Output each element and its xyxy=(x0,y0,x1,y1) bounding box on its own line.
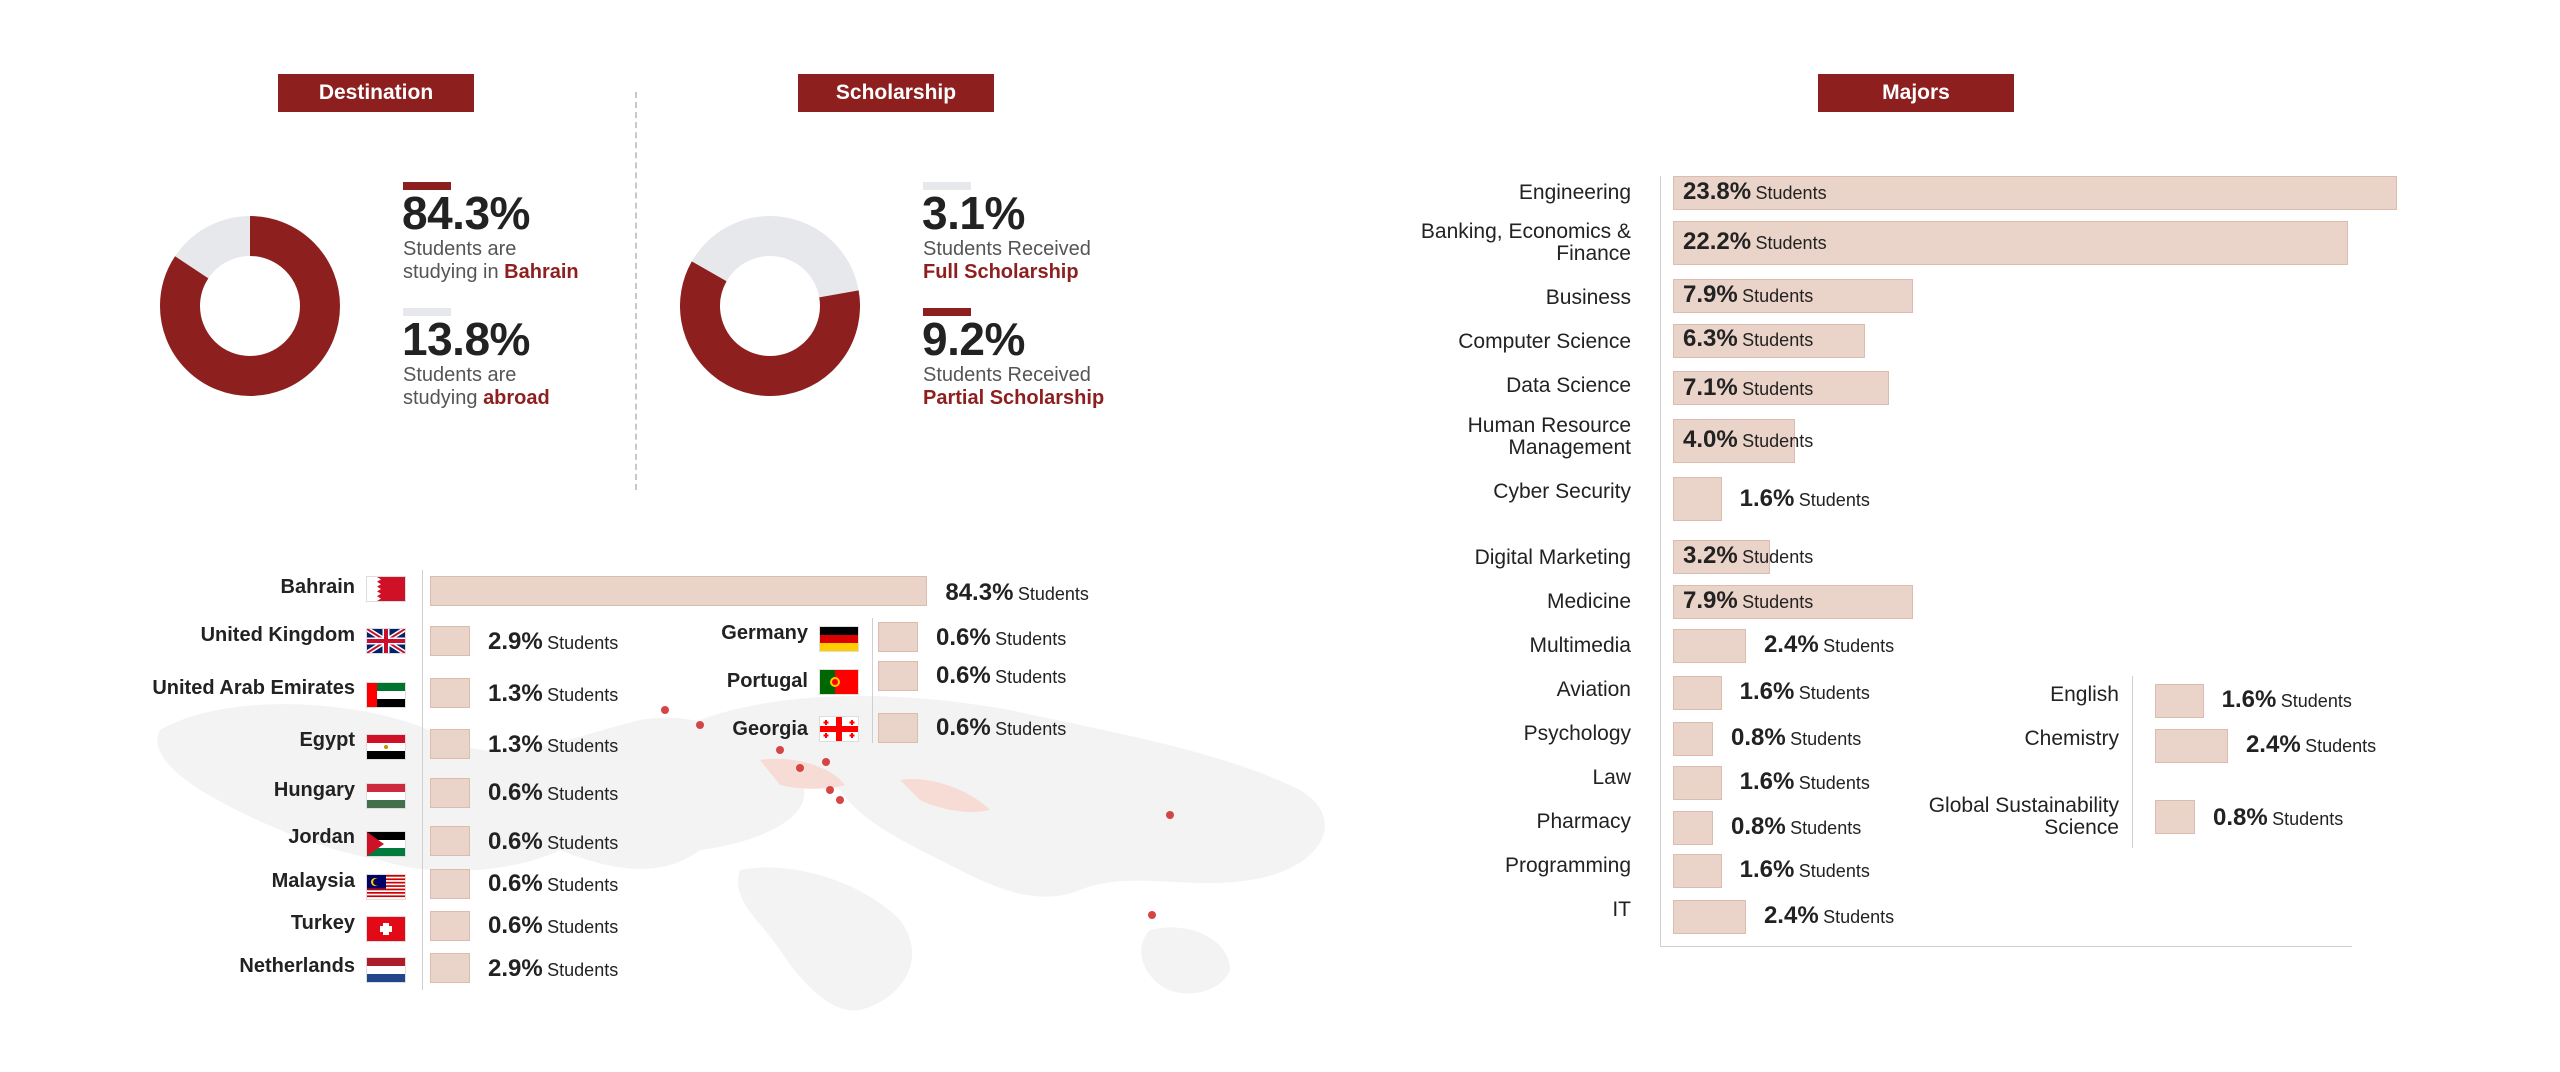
country-bar xyxy=(430,826,470,856)
country-value: 0.6% Students xyxy=(488,912,619,939)
full-scholarship-percent: 3.1% xyxy=(922,187,1025,239)
major-label: Psychology xyxy=(1523,722,1631,745)
country-value: 1.3% Students xyxy=(488,680,619,707)
major-value: 1.6% Students xyxy=(1739,485,1870,512)
major-bar xyxy=(1673,722,1713,756)
country-bar xyxy=(878,661,918,691)
country-value: 0.6% Students xyxy=(936,714,1067,741)
portugal-flag-icon xyxy=(820,670,858,694)
egypt-flag-icon xyxy=(367,735,405,759)
country-label: Egypt xyxy=(299,729,355,751)
major-label: Law xyxy=(1592,766,1631,789)
country-bar xyxy=(878,622,918,652)
major-label: Business xyxy=(1545,286,1631,309)
country-value: 0.6% Students xyxy=(936,624,1067,651)
major-label: Banking, Economics & Finance xyxy=(1420,220,1631,265)
scholarship-donut xyxy=(680,216,860,396)
major-label: Pharmacy xyxy=(1536,810,1631,833)
major-value: 2.4% Students xyxy=(2245,731,2377,758)
major-value: 0.8% Students xyxy=(1731,724,1862,751)
majors-header: Majors xyxy=(1818,74,2014,112)
country-value: 2.9% Students xyxy=(488,955,619,982)
partial-scholarship-percent: 9.2% xyxy=(922,313,1025,365)
georgia-flag-icon xyxy=(820,717,858,741)
country-label: Hungary xyxy=(273,779,355,801)
country-value: 0.6% Students xyxy=(936,662,1067,689)
major-label: Chemistry xyxy=(2024,727,2119,750)
country-label: Portugal xyxy=(726,670,808,692)
full-scholarship-description: Students Received Full Scholarship xyxy=(923,238,1091,283)
country-value: 2.9% Students xyxy=(488,628,619,655)
major-label: Cyber Security xyxy=(1493,480,1631,503)
major-value: 1.6% Students xyxy=(1739,768,1870,795)
country-label: Georgia xyxy=(732,718,808,740)
major-value: 1.6% Students xyxy=(1739,856,1870,883)
major-bar xyxy=(2155,684,2204,718)
major-bar xyxy=(1673,854,1722,888)
country-label: United Arab Emirates xyxy=(152,677,355,699)
major-label: Global Sustainability Science xyxy=(1928,794,2119,839)
major-label: English xyxy=(2050,683,2119,706)
major-label: Human Resource Management xyxy=(1467,414,1631,459)
major-value: 23.8% Students xyxy=(1683,178,1827,205)
country-bar xyxy=(430,626,470,656)
country-value: 0.6% Students xyxy=(488,828,619,855)
major-label: Digital Marketing xyxy=(1474,546,1631,569)
major-bar xyxy=(1673,477,1722,521)
section-divider xyxy=(635,92,637,490)
country-bar xyxy=(878,713,918,743)
malaysia-flag-icon xyxy=(367,875,405,899)
partial-scholarship-description: Students Received Partial Scholarship xyxy=(923,364,1105,409)
major-value: 0.8% Students xyxy=(2213,804,2344,831)
uae-flag-icon xyxy=(367,683,405,707)
turkey-flag-icon xyxy=(367,917,405,941)
major-bar xyxy=(1673,811,1713,845)
hungary-flag-icon xyxy=(367,784,405,808)
country-label: Turkey xyxy=(290,912,355,934)
major-value: 2.4% Students xyxy=(1763,631,1895,658)
major-bar xyxy=(1673,900,1746,934)
major-label: Aviation xyxy=(1556,678,1631,701)
country-label: Malaysia xyxy=(271,870,355,892)
major-bar xyxy=(2155,800,2195,834)
major-bar xyxy=(1673,676,1722,710)
germany-flag-icon xyxy=(820,627,858,651)
country-bar xyxy=(430,953,470,983)
majors-axis xyxy=(1660,176,1661,946)
major-value: 4.0% Students xyxy=(1683,426,1814,453)
majors-axis-secondary xyxy=(2132,676,2133,848)
country-label: Jordan xyxy=(288,826,355,848)
country-label: Bahrain xyxy=(280,576,355,598)
destination-donut xyxy=(160,216,340,396)
country-axis-right xyxy=(872,618,873,743)
major-value: 2.4% Students xyxy=(1763,902,1895,929)
major-label: Medicine xyxy=(1546,590,1631,613)
major-label: Programming xyxy=(1504,854,1631,877)
major-label: Engineering xyxy=(1518,181,1631,204)
bahrain-flag-icon xyxy=(367,577,405,601)
country-bar xyxy=(430,911,470,941)
major-value: 1.6% Students xyxy=(1739,678,1870,705)
country-bar xyxy=(430,778,470,808)
major-label: Multimedia xyxy=(1529,634,1631,657)
major-value: 7.9% Students xyxy=(1683,587,1814,614)
major-label: Computer Science xyxy=(1458,330,1631,353)
major-value: 7.9% Students xyxy=(1683,281,1814,308)
major-value: 1.6% Students xyxy=(2221,686,2352,713)
major-value: 7.1% Students xyxy=(1683,374,1814,401)
country-label: United Kingdom xyxy=(200,624,355,646)
country-label: Netherlands xyxy=(239,955,355,977)
country-value: 1.3% Students xyxy=(488,731,619,758)
major-bar xyxy=(1673,766,1722,800)
abroad-percent: 13.8% xyxy=(402,313,530,365)
country-bar xyxy=(430,729,470,759)
jordan-flag-icon xyxy=(367,832,405,856)
major-bar xyxy=(2155,729,2228,763)
major-label: Data Science xyxy=(1506,374,1631,397)
country-bar xyxy=(430,678,470,708)
major-value: 3.2% Students xyxy=(1683,542,1814,569)
bahrain-percent: 84.3% xyxy=(402,187,530,239)
scholarship-header: Scholarship xyxy=(798,74,994,112)
country-bar xyxy=(430,576,927,606)
abroad-description: Students are studying abroad xyxy=(403,364,550,409)
netherlands-flag-icon xyxy=(367,958,405,982)
destination-header: Destination xyxy=(278,74,474,112)
major-label: IT xyxy=(1612,898,1631,921)
country-bar xyxy=(430,869,470,899)
major-value: 6.3% Students xyxy=(1683,325,1814,352)
country-value: 84.3% Students xyxy=(945,579,1089,606)
country-axis-left xyxy=(422,570,423,990)
major-bar xyxy=(1673,629,1746,663)
majors-baseline xyxy=(1660,946,2352,947)
bahrain-description: Students are studying in Bahrain xyxy=(403,238,579,283)
country-label: Germany xyxy=(721,622,808,644)
major-value: 22.2% Students xyxy=(1683,228,1827,255)
major-value: 0.8% Students xyxy=(1731,813,1862,840)
country-value: 0.6% Students xyxy=(488,779,619,806)
uk-flag-icon xyxy=(367,629,405,653)
country-value: 0.6% Students xyxy=(488,870,619,897)
